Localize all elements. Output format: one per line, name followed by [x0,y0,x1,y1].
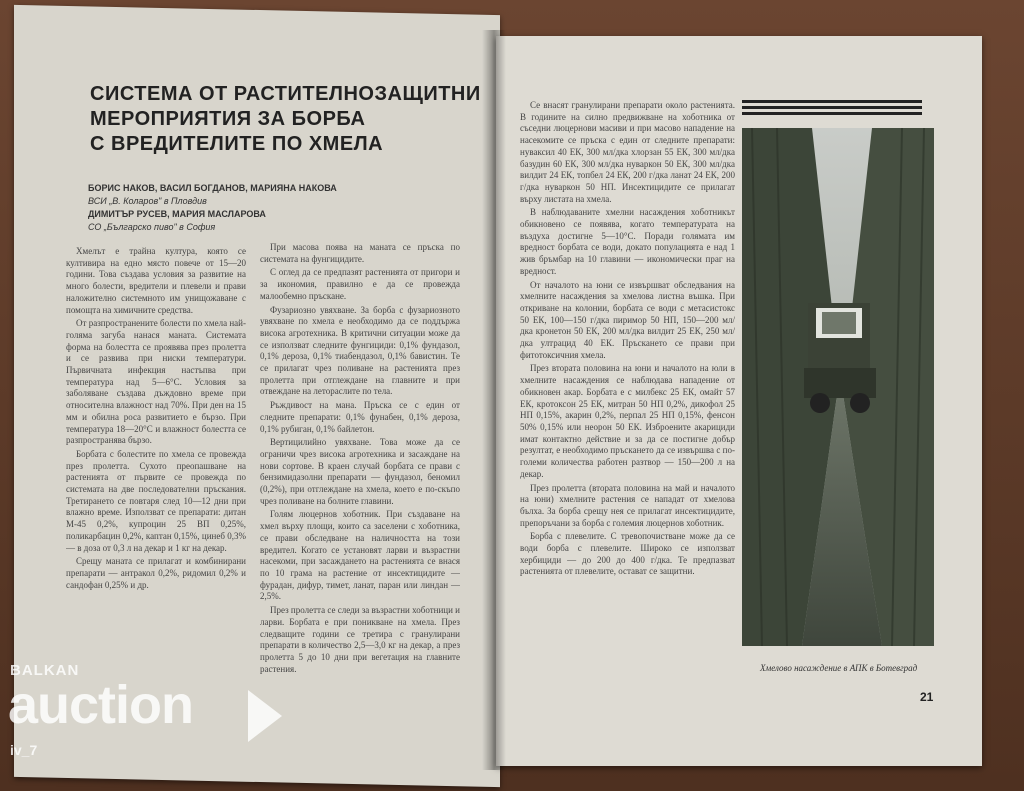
article-title [90,82,481,157]
paragraph: Борбата с болестите по хмела се провежда през пролетта. Сухото преопашване на растенията от първите се провежда по системата на две последователни пръскания. Третирането се повтаря след 10—12 дни при влажно време. Използват се препарати: дитан М-45 0,2%, купроцин 25 ВП 0,25%, поликарбацин 0,2%, каптан 0,15%, цинеб 0,3% — в доза от 0,3 л на декар и 1 кг на декар. [66,448,246,553]
paragraph: Борба с плевелите. С тревопочистване може да се води борба с плевелите. Широко се използват хербициди — до 200 до 400 г/дка. Те предпазват растенията от плевелите, остават се защитни. [520,531,735,577]
paragraph: От разпространените болести по хмела най-голяма загуба нанася маната. Системата форма на болестта се проявява през пролетта и се развива при ниски температури. Първичната инфекция настъпва при температура над 5—6°С. Условия за заболяване създава дъждовно време при относителна влажност над 70%. При ден на 15 мм и обилна роса развитието е бързо. При температура 18—20°С и влажност болестта се разпространява бързо. [66,318,246,446]
author-line: БОРИС НАКОВ, ВАСИЛ БОГДАНОВ, МАРИЯНА НАКОВА [88,183,337,193]
paragraph: Срещу маната се прилагат и комбинирани препарати — антракол 0,2%, ридомил 0,2% и сандофан 0,25% и др. [66,556,246,590]
watermark-play-icon [248,690,282,742]
watermark-user: iv_7 [10,742,38,758]
book-gutter [482,30,506,770]
title-line: С ВРЕДИТЕЛИТЕ ПО ХМЕЛА [90,133,384,155]
paragraph: Голям люцернов хоботник. При създаване на хмел върху площи, които са заселени с хоботника, се прави обследване на наличността на този вредител. Когато се установят ларви и възрастни насекоми, при засаждането на растенията се внася по 10 грама на растение от инсектицидите — фурадан, дифур, тимет, ланат, паран или линдан — 2,5%. [260,509,460,602]
page-number: 21 [920,690,934,704]
paragraph: Хмелът е трайна култура, която се култивира на едно място повече от 15—20 години. Това създава условия за развитие на много болести, вредители и плевели и прави наложително системното им унищожаване с помощта на химичните средства. [66,246,246,315]
author-line: ДИМИТЪР РУСЕВ, МАРИЯ МАСЛАРОВА [88,209,266,219]
paragraph: През втората половина на юни и началото на юли в хмелните насаждения се наблюдава нападение от обикновен акар. Борбата е с милбекс 25 ЕК, омайт 57 ЕК, кротоксон 25 ЕК, митран 50 НП 0,2%, дикофол 25 НП 0,15%, акарин 0,2%, перпал 25 НП 0,15%, фенсон 50% 0,15% или неорон 50 ЕК. Изброените акарициди имат контактно действие и за да се постигне добър резултат, е необходимо пръскането да се извършва с по-големи количества работен разтвор — 150—200 л на декар. [520,363,735,479]
paragraph: Фузариозно увяхване. За борба с фузариозното увяхване по хмела е необходимо да се поддържа висока агротехника. В критични ситуации може да се използват следните фунгициди: 0,1% фундазол, 0,1% дероза, 0,1% тиабендазол, 0,1% бавистин. Те се прилагат чрез поливане на растенията през пролетта при отглеждане на главните и при отвеждане на летораслите по тела. [260,304,460,397]
photo-caption: Хмелово насаждение в АПК в Ботевград [760,663,918,673]
paragraph: При масова поява на маната се пръска по системата на фунгицидите. [260,242,460,264]
paragraph: През пролетта се следи за възрастни хоботници и ларви. Борбата е при поникване на хмела. През следващите години се третира с гранулирани препарати в количество 2,5—3,0 кг на декар, а през пролетта 5 до 10 дни при вегетация на главните растения. [260,605,460,674]
author-line: СО „Българско пиво" в София [88,222,216,232]
watermark-logo: auction [8,675,194,735]
paragraph: В наблюдаваните хмелни насаждения хоботникът обикновено се появява, когато температурата на въздуха достигне 5—10°С. Поради голямата им вредност борбата се води, докато популацията е над 1 жив бръмбар на 10 главини — икономически праг на вредност. [520,207,735,276]
paragraph: От началото на юни се извършват обследвания на хмелните насаждения за хмелова листна въшка. При откриване на колонии, борбата се води с метасистокс 50 ЕК, 100—150 г/дка пиримор 50 НП, 150—200 мл/дка кронетон 50 ЕК, 200 мл/дка вилдит 25 ЕК, 250 мл/дка ултрацид 40 ЕК. Пръскането се прави при фитотоксичния хмела. [520,279,735,360]
hop-field-photo [742,128,934,646]
paragraph: Се внасят гранулирани препарати около растенията. В годините на силно предвижване на хоботника от съседни люцернови масиви и при масово нападение на насекомите се пръска с един от следните препарати: нуваксил 40 ЕК, 300 мл/дка хлорзан 55 ЕК, 300 мл/дка базудин 60 ЕК, 300 мл/дка нуваркон 50 ЕК, 300 мл/дка вилдит 24 ЕК, топбел 24 ЕК, 200 г/дка ланат 24 ЕК, 200 г/дка нуваркон 50 НП. Инсектицидите се прилагат върху листата на хмела. [520,100,735,204]
watermark-top: BALKAN [10,662,80,679]
title-line: СИСТЕМА ОТ РАСТИТЕЛНОЗАЩИТНИ [90,83,481,105]
author-line: ВСИ „В. Коларов" в Пловдив [88,196,207,206]
paragraph: С оглед да се предпазят растенията от пригори и за икономия, правилно е да се провежда малообемно пръскане. [260,267,460,301]
article-authors [88,182,468,234]
text-column-1 [66,246,246,706]
paragraph: Вертицилийно увяхване. Това може да се ограничи чрез висока агротехника и засаждане на нови сортове. В краен случай борбата се прави с бензимидазолни препарати — фундазол, беномил (0,2%), при отглеждане на хмела, което е по-скъпо чрез поливане на болните главини. [260,437,460,506]
paragraph: Ръждивост на мана. Пръска се с един от следните препарати: 0,1% фунабен, 0,1% дероза, 0,1% рубиган, 0,1% байлетон. [260,400,460,434]
hop-field-photo-image [742,128,934,646]
paragraph: През пролетта (втората половина на май и началото на юни) хмелните растения се нападат от хмелова бълха. За борба срещу нея се прилагат инсектицидите, препоръчани за борба с големия люцернов хоботник. [520,482,735,528]
text-column-3 [520,100,735,690]
text-column-2 [260,242,460,682]
title-line: МЕРОПРИЯТИЯ ЗА БОРБА [90,108,366,130]
decorative-rules [742,100,922,120]
